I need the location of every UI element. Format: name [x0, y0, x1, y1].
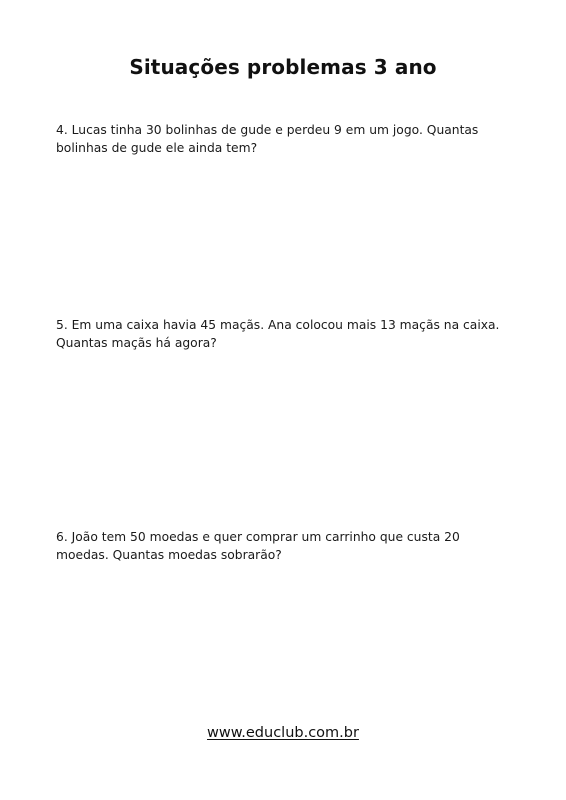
problem-5: 5. Em uma caixa havia 45 maçãs. Ana colocou mais 13 maçãs na caixa. Quantas maçãs há agora?	[56, 318, 500, 350]
problem-6: 6. João tem 50 moedas e quer comprar um carrinho que custa 20 moedas. Quantas moedas sobrarão?	[56, 530, 460, 562]
problem-4: 4. Lucas tinha 30 bolinhas de gude e perdeu 9 em um jogo. Quantas bolinhas de gude ele ainda tem?	[56, 123, 479, 155]
footer	[0, 725, 566, 741]
page-title: Situações problemas 3 ano	[129, 55, 437, 79]
website-link[interactable]: www.educlub.com.br	[207, 725, 359, 741]
